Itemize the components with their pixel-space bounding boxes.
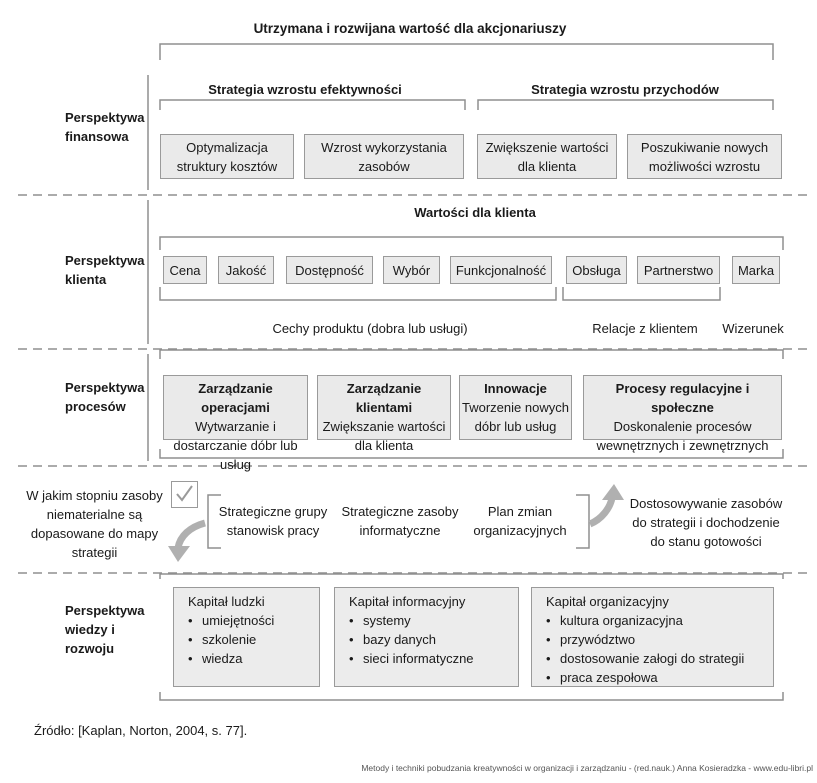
- attribute-box: Dostępność: [286, 256, 373, 284]
- bracket: [160, 574, 783, 579]
- perspective-learning-label: Perspektywa wiedzy i rozwoju: [65, 603, 145, 656]
- bracket: [160, 350, 783, 359]
- process-box-title: Procesy regulacyjne i społeczne: [615, 381, 750, 415]
- capital-item: • sieci informatyczne: [363, 649, 510, 668]
- bracket: [563, 287, 720, 300]
- process-box-text: Wytwarzanie i dostarczanie dóbr lub usług: [173, 419, 298, 472]
- bracket: [478, 100, 773, 110]
- diagram-title: Utrzymana i rozwijana wartość dla akcjonariuszy: [253, 21, 567, 36]
- curved-arrow-right: [590, 498, 612, 524]
- arrow-head-left: [168, 546, 190, 562]
- alignment-question: W jakim stopniu zasoby niematerialne są dopasowane do mapy strategii: [26, 488, 163, 560]
- capital-group: [531, 587, 774, 687]
- process-box-title: Innowacje: [484, 381, 547, 396]
- strategy-revenue: Strategia wzrostu przychodów: [531, 82, 719, 97]
- financial-box: Poszukiwanie nowych możliwości wzrostu: [627, 134, 782, 179]
- alignment-item: Plan zmian organizacyjnych: [473, 504, 567, 538]
- capital-item: • kultura organizacyjna: [560, 611, 765, 630]
- footer-text: Metody i techniki pobudzania kreatywności w organizacji i zarządzaniu - (red.nauk.) Anna Kosieradzka - www.edu-libri.pl: [361, 763, 813, 773]
- checkbox-icon: [171, 481, 198, 508]
- process-box: [163, 375, 308, 472]
- process-box: [317, 375, 451, 453]
- process-box-text: Tworzenie nowych dóbr lub usług: [462, 400, 569, 434]
- bracket: [160, 44, 773, 60]
- bracket: [160, 237, 783, 250]
- process-box-text: Doskonalenie procesów wewnętrznych i zewnętrznych: [596, 419, 769, 453]
- source-citation: Źródło: [Kaplan, Norton, 2004, s. 77].: [34, 723, 248, 738]
- bracket: [160, 692, 783, 700]
- capital-group-title: Kapitał organizacyjny: [546, 594, 669, 609]
- bracket: [160, 287, 556, 300]
- attribute-box: Marka: [732, 256, 780, 284]
- capital-group: [334, 587, 519, 687]
- attribute-box: Jakość: [218, 256, 274, 284]
- checkmark-icon: [172, 482, 196, 506]
- process-box-text: Zwiększanie wartości dla klienta: [322, 419, 446, 453]
- capital-item: • przywództwo: [560, 630, 765, 649]
- bracket: [576, 495, 589, 548]
- perspective-customer-label: Perspektywa klienta: [65, 253, 145, 287]
- strategy-efficiency: Strategia wzrostu efektywności: [208, 82, 402, 97]
- capital-item: • praca zespołowa: [560, 668, 765, 687]
- capital-group: [173, 587, 320, 687]
- capital-item: • systemy: [363, 611, 510, 630]
- capital-group-title: Kapitał ludzki: [188, 594, 265, 609]
- perspective-financial-label: Perspektywa finansowa: [65, 110, 145, 144]
- group-customer-relations: Relacje z klientem: [592, 321, 698, 336]
- bracket: [160, 100, 465, 110]
- process-box: [459, 375, 572, 440]
- curved-arrow-left: [178, 523, 205, 548]
- capital-item: • wiedza: [202, 649, 311, 668]
- attribute-box: Cena: [163, 256, 207, 284]
- alignment-item: Strategiczne zasoby informatyczne: [341, 504, 459, 538]
- process-box: [583, 375, 782, 453]
- process-box-title: Zarządzanie klientami: [346, 381, 422, 415]
- alignment-item: Strategiczne grupy stanowisk pracy: [218, 504, 328, 538]
- financial-box: Zwiększenie wartości dla klienta: [477, 134, 617, 179]
- attribute-box: Wybór: [383, 256, 440, 284]
- process-box-title: Zarządzanie operacjami: [198, 381, 273, 415]
- customer-value-title: Wartości dla klienta: [414, 205, 536, 220]
- capital-item: • dostosowanie załogi do strategii: [560, 649, 765, 668]
- capital-item: • bazy danych: [363, 630, 510, 649]
- capital-item: • umiejętności: [202, 611, 311, 630]
- arrow-head-right: [602, 484, 624, 500]
- attribute-box: Partnerstwo: [637, 256, 720, 284]
- perspective-process-label: Perspektywa procesów: [65, 380, 145, 414]
- capital-group-title: Kapitał informacyjny: [349, 594, 466, 609]
- financial-box: Optymalizacja struktury kosztów: [160, 134, 294, 179]
- group-image: Wizerunek: [722, 321, 784, 336]
- alignment-readiness: Dostosowywanie zasobów do strategii i dochodzenie do stanu gotowości: [629, 496, 783, 549]
- attribute-box: Funkcjonalność: [450, 256, 552, 284]
- group-product-features: Cechy produktu (dobra lub usługi): [272, 321, 468, 336]
- financial-box: Wzrost wykorzystania zasobów: [304, 134, 464, 179]
- capital-item: • szkolenie: [202, 630, 311, 649]
- attribute-box: Obsługa: [566, 256, 627, 284]
